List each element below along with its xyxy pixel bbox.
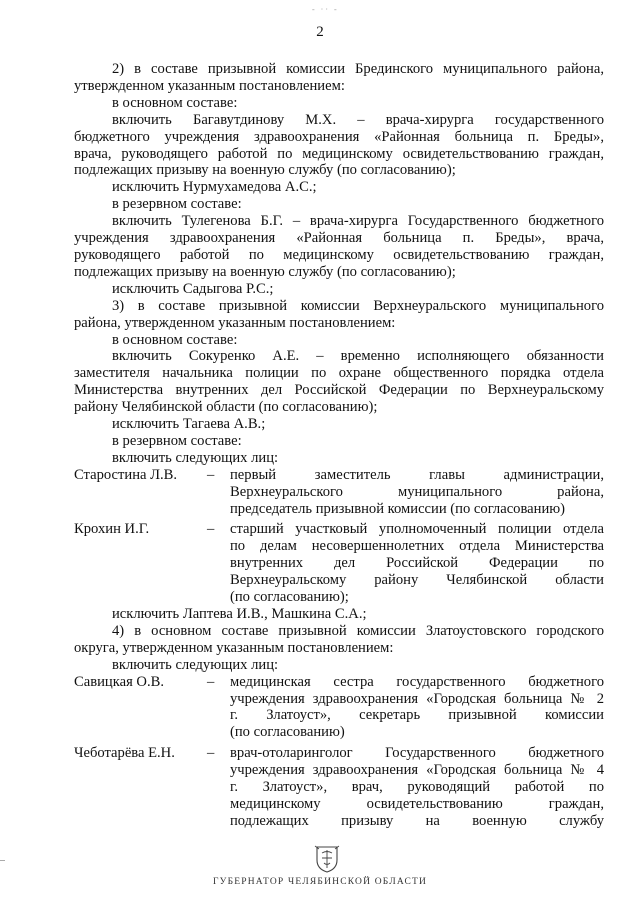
member-name: Савицкая О.В. [74,673,164,690]
member-name: Чеботарёва Е.Н. [74,745,175,762]
description-line: Верхнеуральскому району Челябинской области [230,572,604,589]
description-line: внутренних дел Российской Федерации по [230,555,604,572]
document-body [74,61,604,830]
description-line: Верхнеуральского муниципального района, [230,483,604,500]
paragraph-line: исключить Лаптева И.В., Машкина С.А.; [112,606,367,622]
paragraph-line: включить Сокуренко А.Е. – временно исполняющего обязанности [112,348,604,365]
description-line: учреждения здравоохранения «Городская больница № 4 [230,762,604,779]
paragraph-line: руководящего работой по медицинскому освидетельствованию граждан, [74,246,604,263]
description-line: медицинскому освидетельствованию граждан, [230,795,604,812]
scan-edge-mark [0,860,5,861]
description-line: г. Златоуст», врач, руководящий работой по [230,779,604,796]
paragraph-line: включить следующих лиц: [112,449,279,466]
description-line: подлежащих призыву на военную службу [230,812,604,829]
member-entry [74,521,604,606]
paragraph-line: 2) в составе призывной комиссии Брединского муниципального района, [112,61,604,77]
description-line: медицинская сестра государственного бюджетного [230,673,604,690]
description-line: учреждения здравоохранения «Городская больница № 2 [230,690,604,707]
description-line: председатель призывной комиссии (по согласованию) [230,500,566,517]
description-line: (по согласованию) [230,724,345,741]
paragraph-line: подлежащих призыву на военную службу (по согласованию); [74,162,456,179]
paragraph-line: району Челябинской области (по согласованию); [74,399,378,416]
description-line: врач-отоларинголог Государственного бюджетного [230,745,604,762]
paragraph-line: исключить Садыгова Р.С.; [112,280,274,297]
paragraph-line: 4) в основном составе призывной комиссии Златоустовского городского [112,622,604,639]
member-description [230,745,604,830]
paragraph-line: Министерства внутренних дел Российской Федерации по Верхнеуральскому [74,382,604,399]
member-entry [74,467,604,518]
paragraph-line: исключить Нурмухамедова А.С.; [112,179,317,196]
paragraph-line: подлежащих призыву на военную службу (по согласованию); [74,263,456,280]
paragraph-line: включить Багавутдинову М.Х. – врача-хирурга государственного [112,111,604,128]
description-line: г. Златоуст», секретарь призывной комиссии [230,707,604,724]
description-line: первый заместитель главы администрации, [230,466,604,483]
paragraph-line: заместителя начальника полиции по охране общественного порядка отдела [74,365,604,382]
paragraph-line: бюджетного учреждения здравоохранения «Районная больница п. Бреды», [74,128,604,145]
member-entry [74,745,604,830]
member-dash: – [207,745,215,762]
paragraph-line: в основном составе: [112,331,238,348]
member-dash: – [207,466,215,483]
paragraph-line: округа, утвержденном указанным постановлением: [74,639,394,656]
member-description [230,467,604,518]
paragraph-line: в основном составе: [112,94,238,111]
member-dash: – [207,521,215,538]
member-description [230,521,604,606]
page-number: 2 [316,24,324,40]
description-line: (по согласованию); [230,589,349,606]
paragraph-line: 3) в составе призывной комиссии Верхнеуральского муниципального [112,297,604,314]
member-description [230,674,604,742]
paragraph-line: района, утвержденном указанным постановлением: [74,314,396,331]
paragraph-line: в резервном составе: [112,432,242,449]
description-line: старший участковый уполномоченный полиции отдела [230,521,604,538]
paragraph-line: исключить Тагаева А.В.; [112,416,266,433]
coat-of-arms-icon [313,844,341,874]
member-name: Старостина Л.В. [74,466,178,483]
paragraph-line: врача, руководящего работой по медицинскому освидетельствованию граждан, [74,145,604,162]
member-dash: – [207,673,215,690]
footer-caption: ГУБЕРНАТОР ЧЕЛЯБИНСКОЙ ОБЛАСТИ [212,877,428,887]
paragraph-line: включить следующих лиц: [112,656,279,673]
paragraph-line: учреждения здравоохранения «Районная больница п. Бреды», врача, [74,230,604,247]
description-line: по делам несовершеннолетних отдела Министерства [230,538,604,555]
paragraph-line: в резервном составе: [112,196,242,213]
paragraph-line: утвержденном указанным постановлением: [74,77,345,94]
member-entry [74,674,604,742]
top-mark: - ·· - [312,5,339,14]
paragraph-line: включить Тулегенова Б.Г. – врача-хирурга Государственного бюджетного [112,213,604,230]
member-name: Крохин И.Г. [74,521,150,538]
